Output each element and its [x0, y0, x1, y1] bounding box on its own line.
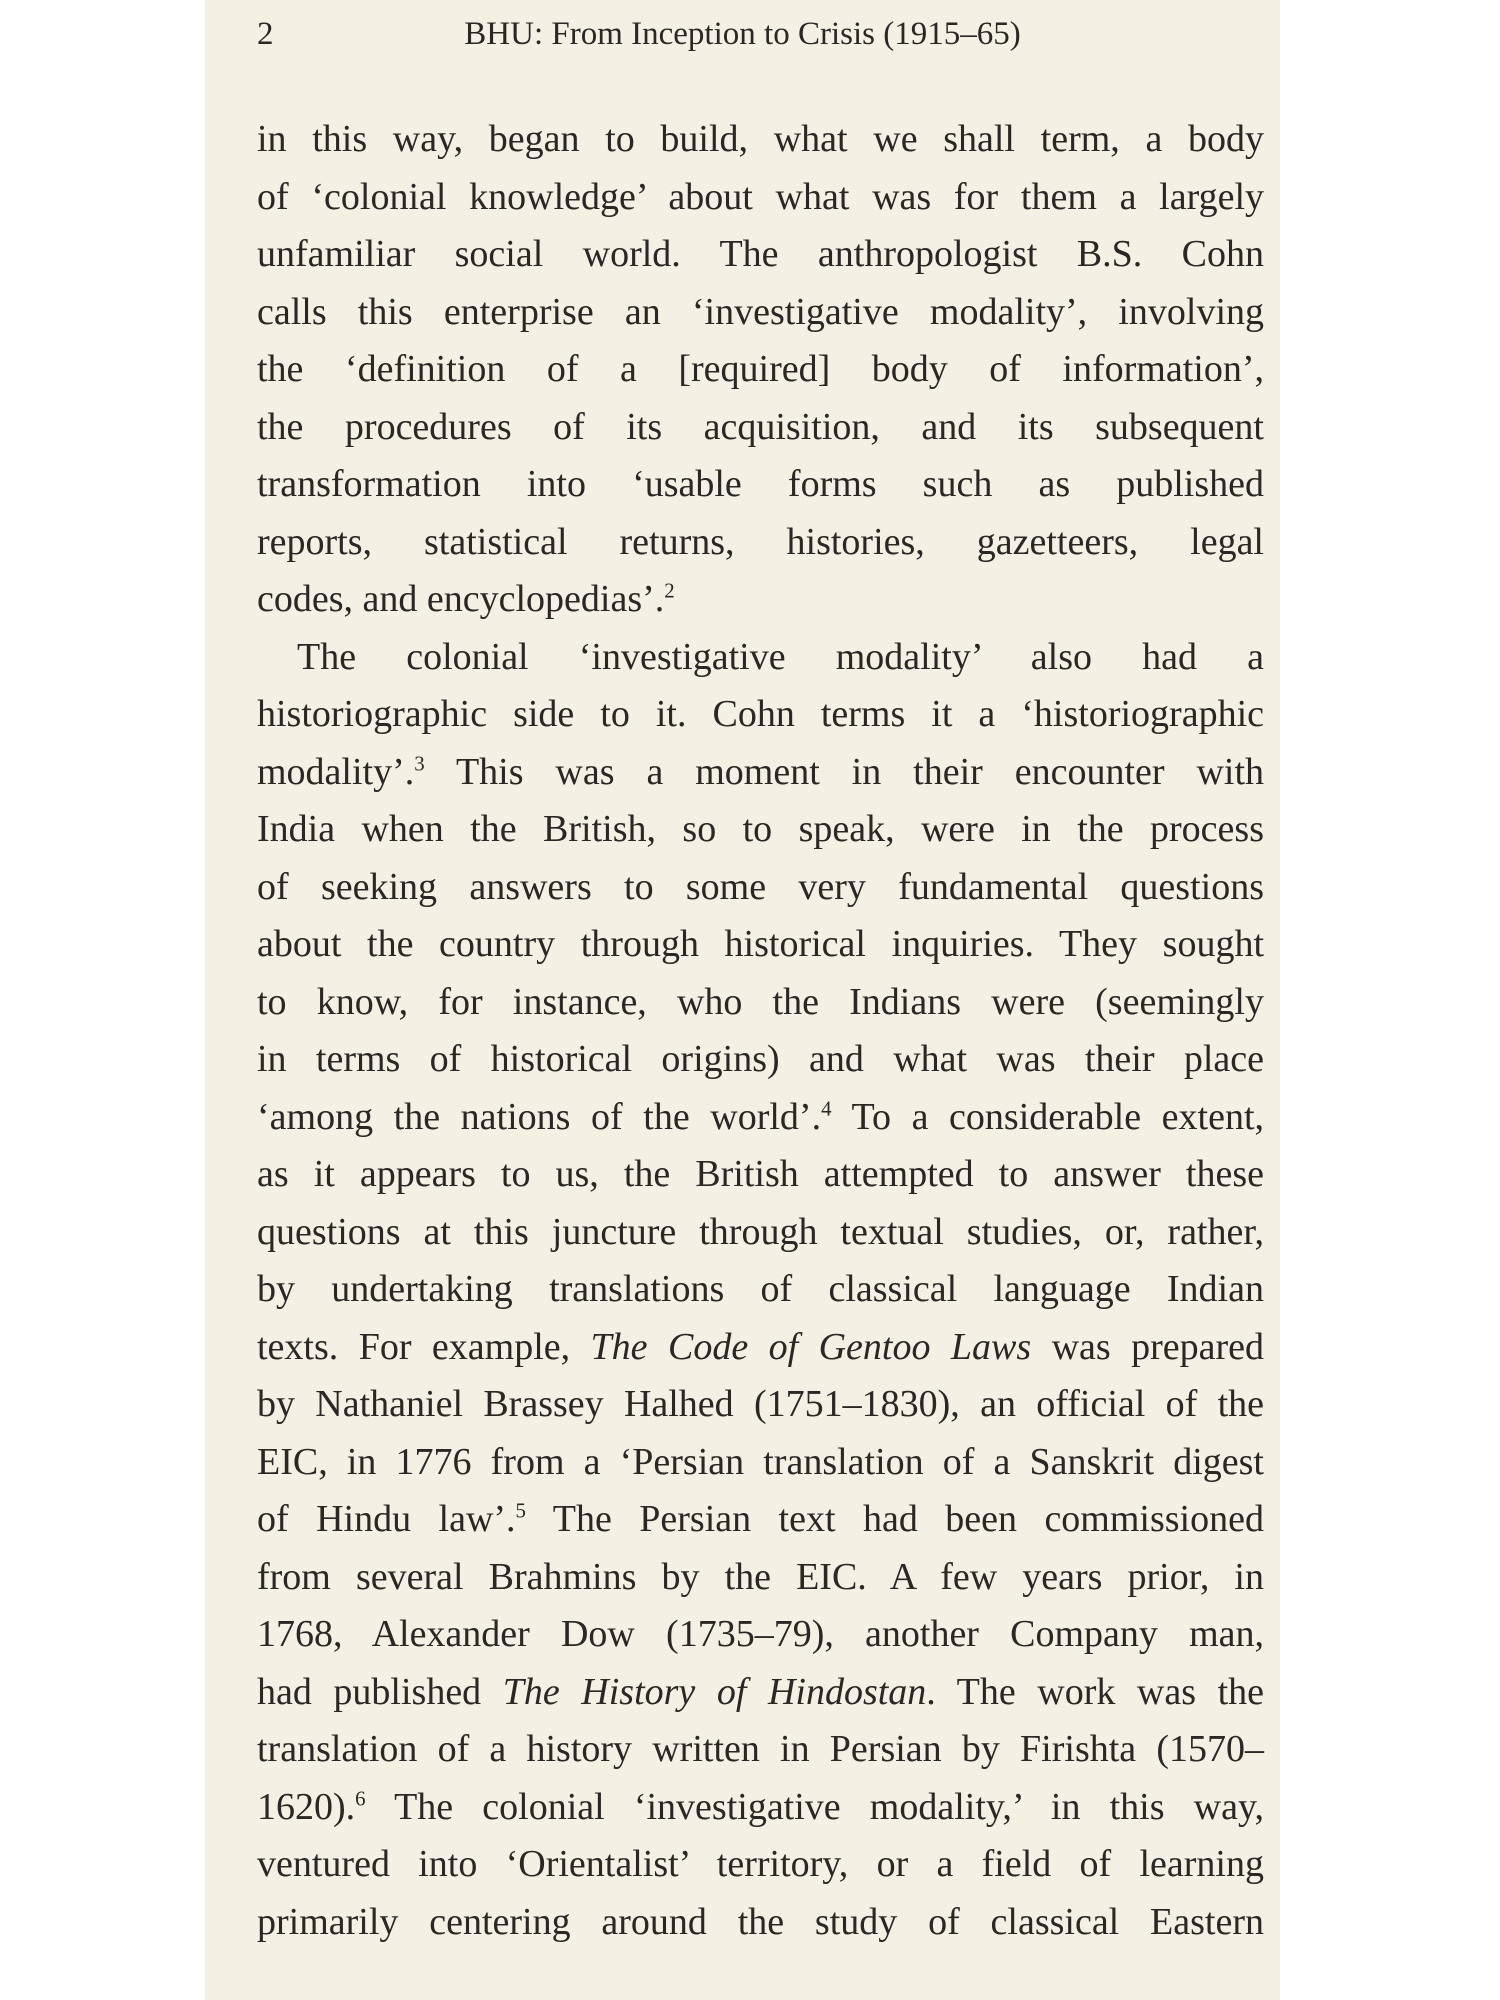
text-line: the procedures of its acquisition, and its subsequent [257, 405, 1264, 448]
book-title: The Code of Gentoo Laws [590, 1325, 1032, 1368]
text-segment: ‘among the nations of the world’. [257, 1095, 822, 1138]
text-line: translation of a history written in Persian by Firishta (1570– [257, 1728, 1264, 1770]
text-line: by undertaking translations of classical language Indian [257, 1268, 1264, 1310]
text-line: EIC, in 1776 from a ‘Persian translation of a Sanskrit digest [257, 1440, 1264, 1483]
running-title: BHU: From Inception to Crisis (1915–65) [464, 16, 1021, 52]
text-line [257, 1779, 1264, 1837]
text-segment: of Hindu law’. [257, 1498, 516, 1540]
text-line: primarily centering around the study of classical Eastern [257, 1900, 1264, 1943]
text-line [257, 1491, 1264, 1549]
running-head [257, 12, 1228, 56]
text-line: historiographic side to it. Cohn terms it a ‘historiographic [257, 693, 1264, 735]
text-line: reports, statistical returns, histories, gazetteers, legal [257, 520, 1264, 563]
paragraph-2 [257, 629, 1264, 1952]
text-line: of ‘colonial knowledge’ about what was for them a largely [257, 175, 1264, 218]
text-line [257, 1089, 1264, 1147]
book-title: The History of Hindostan [502, 1670, 927, 1713]
text-segment: . The work was the [926, 1670, 1265, 1713]
text-line: in terms of historical origins) and what was their place [257, 1038, 1264, 1080]
text-line: ventured into ‘Orientalist’ territory, or a field of learning [257, 1843, 1264, 1885]
text-line: as it appears to us, the British attempted to answer these [257, 1153, 1264, 1195]
book-page [205, 0, 1280, 2000]
footnote-marker[interactable]: 5 [515, 1498, 526, 1523]
text-line: calls this enterprise an ‘investigative modality’, involving [257, 290, 1264, 333]
text-line: about the country through historical inquiries. They sought [257, 923, 1264, 965]
text-segment: codes, and encyclopedias’. [257, 578, 665, 620]
page-number: 2 [257, 16, 274, 52]
text-segment: This was a moment in their encounter with [424, 750, 1264, 793]
footnote-marker[interactable]: 2 [664, 578, 675, 603]
text-line: of seeking answers to some very fundamental questions [257, 865, 1264, 908]
text-line: to know, for instance, who the Indians were (seemingly [257, 980, 1264, 1023]
text-line: in this way, began to build, what we shall term, a body [257, 118, 1264, 160]
text-line: the ‘definition of a [required] body of information’, [257, 348, 1264, 390]
paragraph-1 [257, 111, 1264, 629]
text-line [257, 1319, 1264, 1377]
footnote-marker[interactable]: 4 [821, 1095, 832, 1120]
text-segment: The colonial ‘investigative modality,’ in this way, [365, 1785, 1264, 1828]
text-segment: texts. For example, [257, 1325, 591, 1368]
text-line [257, 571, 1264, 629]
footnote-marker[interactable]: 6 [355, 1785, 366, 1810]
footnote-marker[interactable]: 3 [414, 750, 425, 775]
body-text [257, 111, 1264, 1951]
text-line: 1768, Alexander Dow (1735–79), another Company man, [257, 1613, 1264, 1655]
text-segment: had published [257, 1670, 503, 1713]
text-line: unfamiliar social world. The anthropologist B.S. Cohn [257, 233, 1264, 275]
text-segment: The Persian text had been commissioned [526, 1498, 1264, 1540]
text-line [257, 744, 1264, 802]
text-segment: modality’. [257, 750, 415, 793]
text-line: from several Brahmins by the EIC. A few years prior, in [257, 1555, 1264, 1598]
text-line [257, 1664, 1264, 1722]
text-segment: 1620). [257, 1785, 356, 1828]
text-segment: was prepared [1031, 1325, 1264, 1368]
text-line: India when the British, so to speak, were in the process [257, 808, 1264, 850]
text-line: by Nathaniel Brassey Halhed (1751–1830), an official of the [257, 1383, 1264, 1425]
text-line: transformation into ‘usable forms such as published [257, 463, 1264, 505]
text-segment: To a considerable extent, [831, 1095, 1264, 1138]
text-line: questions at this juncture through textual studies, or, rather, [257, 1210, 1264, 1253]
text-line: The colonial ‘investigative modality’ also had a [297, 635, 1264, 678]
